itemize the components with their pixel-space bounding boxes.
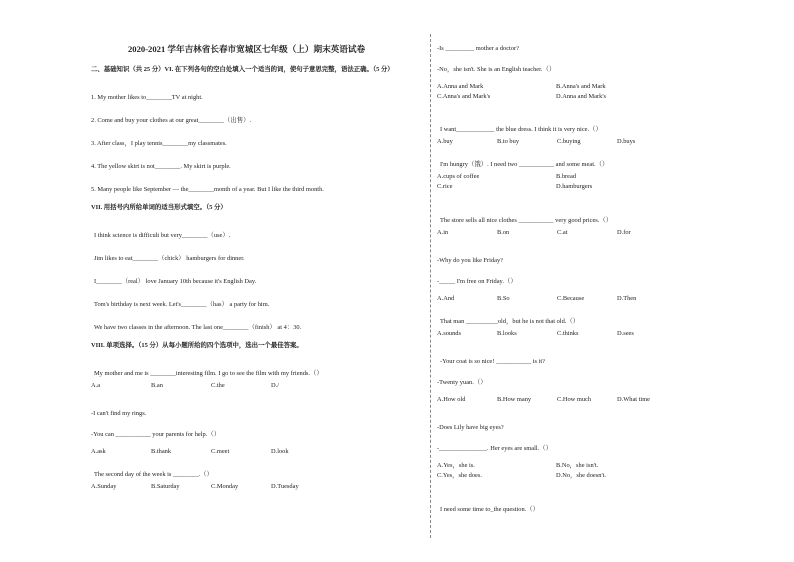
fill-item: Jim likes to eat________（chick） hamburgers for dinner. [94, 255, 245, 262]
option: C.Yes，she does. [437, 472, 482, 479]
question: -Your coat is so nice! ___________ is it? [440, 358, 545, 365]
option: B.So [497, 295, 510, 302]
question: I'm hungry（饿）. I need two ___________ and some meat.（） [440, 161, 609, 168]
option: B.How many [497, 396, 532, 403]
question: -Does Lily have big eyes? [437, 424, 504, 431]
option: A.Sunday [91, 483, 117, 490]
option: B.thank [151, 448, 172, 455]
option: D.hamburgers [556, 183, 593, 190]
question: -Is _________ mother a doctor? [437, 45, 519, 52]
option: A.Yes，she is. [437, 462, 475, 469]
question: -You can ___________ your parents for help.（） [91, 431, 221, 438]
option: B.Anna's and Mark [556, 83, 606, 90]
option: C.the [211, 382, 225, 389]
option: A.a [91, 382, 101, 389]
fill-item: 2. Come and buy your clothes at our great________（出售）. [91, 117, 252, 124]
section-heading: VIII. 单项选择。（15 分）从每小题所给的四个选项中，选出一个最佳答案。 [91, 342, 303, 349]
fill-item: 3. After class，I play tennis________my classmates. [91, 140, 227, 147]
option: C.Monday [211, 483, 239, 490]
option: C.rice [437, 183, 453, 190]
option: C.at [557, 229, 568, 236]
option: D.for [617, 229, 631, 236]
option: D.sees [617, 330, 634, 337]
fill-item: Tom's birthday is next week. Let's________（has） a party for him. [94, 301, 270, 308]
question: That man __________old，but he is not that old.（） [440, 318, 580, 325]
question: The second day of the week is ________.（） [94, 471, 213, 478]
question: -I can't find my rings. [91, 410, 147, 417]
option: B.looks [497, 330, 517, 337]
option: A.in [437, 229, 449, 236]
fill-item: I think science is difficult but very________（use）. [94, 232, 231, 239]
option: A.How old [437, 396, 466, 403]
option: B.bread [556, 173, 577, 180]
option: C.Because [557, 295, 585, 302]
question: I want____________ the blue dress. I think it is very nice.（） [440, 126, 602, 133]
fill-item: We have two classes in the afternoon. The last one________（finish） at 4：30. [94, 324, 302, 331]
question: -No，she isn't. She is an English teacher.（） [437, 66, 556, 73]
option: B.Saturday [151, 483, 180, 490]
option: D.buys [617, 138, 636, 145]
fill-item: 5. Many people like September — the________month of a year. But I like the third month. [91, 186, 324, 193]
option: D.Then [617, 295, 637, 302]
fill-item: I________（real） love January 10th because it's English Day. [94, 278, 257, 285]
question: -_____ I'm free on Friday.（） [437, 278, 517, 285]
option: C.thinks [557, 330, 579, 337]
option: B.No，she isn't. [556, 462, 599, 469]
option: A.And [437, 295, 455, 302]
option: A.sounds [437, 330, 461, 337]
question: The store sells all nice clothes ___________ very good prices.（） [440, 217, 613, 224]
column-divider [430, 34, 431, 538]
option: D.Tuesday [271, 483, 299, 490]
option: A.cups of coffee [437, 173, 480, 180]
question: -_______________. Her eyes are small.（） [437, 445, 553, 452]
question: -Twenty yuan.（） [437, 379, 487, 386]
fill-item: 4. The yellow skirt is not________. My skirt is purple. [91, 163, 231, 170]
option: A.buy [437, 138, 453, 145]
question: I need some time to_the question.（） [440, 506, 540, 513]
option: D./ [271, 382, 279, 389]
question: My mother and me is ________interesting film. I go to see the film with my friends.（） [94, 370, 323, 377]
page-title: 2020-2021 学年吉林省长春市宽城区七年级（上）期末英语试卷 [128, 44, 366, 54]
option: C.buying [557, 138, 581, 145]
option: D.look [271, 448, 289, 455]
option: B.an [151, 382, 163, 389]
section-heading: VII. 用括号内所给单词的适当形式填空。（5 分） [91, 204, 227, 211]
option: D.No，she doesn't. [556, 472, 606, 479]
option: D.What time [617, 396, 651, 403]
section-heading: 二、基础知识（共 25 分）VI. 在下列各句的空白处填入一个适当的词，使句子意思完整，语法正确。（5 分） [91, 66, 394, 73]
fill-item: 1. My mother likes to________TV at night. [91, 94, 203, 101]
option: A.Anna and Mark [437, 83, 484, 90]
question: -Why do you like Friday? [437, 257, 504, 264]
option: C.Anna's and Mark's [437, 93, 491, 100]
option: B.to buy [497, 138, 520, 145]
option: D.Anna and Mark's [556, 93, 606, 100]
option: C.meet [211, 448, 230, 455]
option: A.ask [91, 448, 106, 455]
option: C.How much [557, 396, 592, 403]
option: B.on [497, 229, 510, 236]
